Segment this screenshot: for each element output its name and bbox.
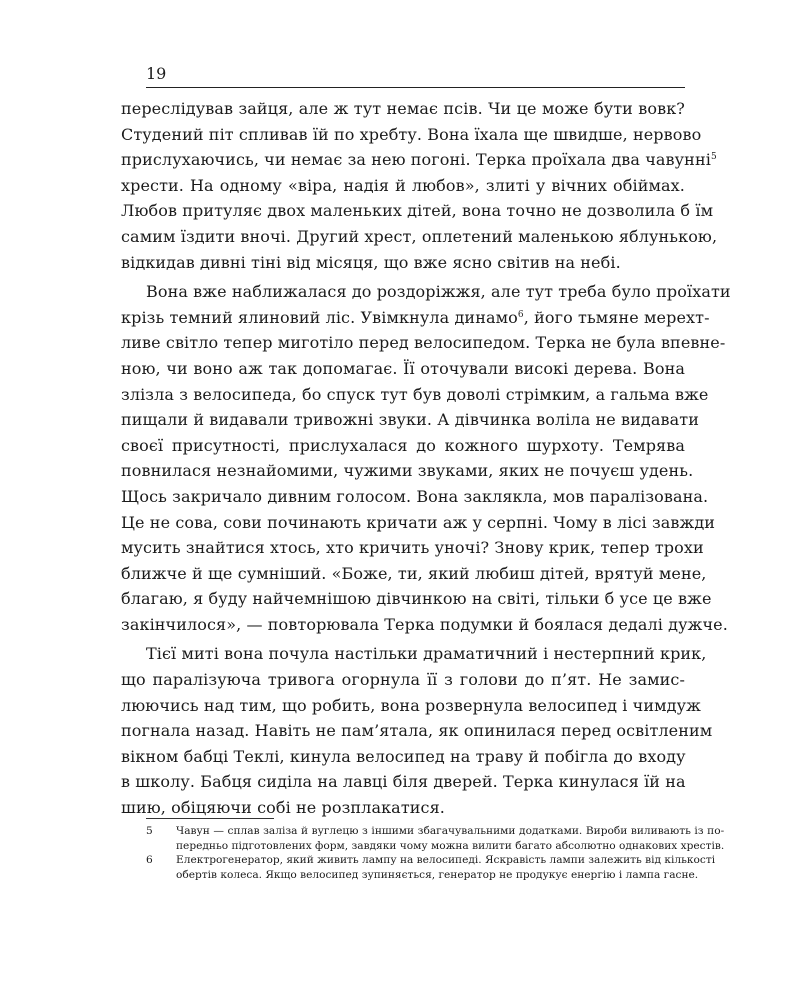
header-rule <box>146 87 685 88</box>
footnote-number: 6 <box>146 854 153 867</box>
footnotes <box>146 824 725 882</box>
text-line: пищали й видавали тривожні звуки. А дівчинка воліла не видавати <box>121 410 699 430</box>
text-line: відкидав дивні тіні від місяця, що вже ясно світив на небі. <box>121 252 621 272</box>
paragraph-1 <box>121 96 718 275</box>
text-line: повнилася незнайомими, чужими звуками, яких не почуєш удень. <box>121 461 694 481</box>
line-text: , його тьмяне мерехт- <box>523 307 710 327</box>
text-line <box>121 305 710 331</box>
footnote-ref-5[interactable]: 5 <box>710 152 717 163</box>
text-line: люючись над тим, що робить, вона розвернула велосипед і чимдуж <box>121 695 701 715</box>
footnote-5 <box>146 824 725 853</box>
text-line: в школу. Бабця сиділа на лавці біля дверей. Терка кинулася їй на <box>121 772 686 792</box>
footnote-line: Електрогенератор, який живить лампу на велосипеді. Яскравість лампи залежить від кількості <box>176 854 716 867</box>
footnote-rule <box>146 818 274 819</box>
text-line: шию, обіцяючи собі не розплакатися. <box>121 798 445 818</box>
paragraph-3 <box>121 641 713 820</box>
line-text: прислухаючись, чи немає за нею погоні. Терка проїхала два чавунні <box>121 150 711 170</box>
text-line: що паралізуюча тривога огорнула її з голови до п’ят. Не замис- <box>121 670 685 690</box>
line-text: крізь темний ялиновий ліс. Увімкнула динамо <box>121 307 518 327</box>
footnote-number: 5 <box>146 825 153 837</box>
text-line: Це не сова, сови починають кричати аж у серпні. Чому в лісі завжди <box>121 512 716 532</box>
text-line: хрести. На одному «віра, надія й любов», злиті у вічних обіймах. <box>121 175 685 195</box>
body-text <box>121 96 731 821</box>
text-line: мусить знайтися хтось, хто кричить уночі? Знову крик, тепер трохи <box>121 538 704 558</box>
footnote-6 <box>146 853 716 882</box>
text-line: благаю, я буду найчемнішою дівчинкою на світі, тільки б усе це вже <box>121 589 712 609</box>
text-line <box>121 147 717 173</box>
footnote-line: обертів колеса. Якщо велосипед зупиняється, генератор не продукує енергію і лампа гасне. <box>176 868 699 881</box>
text-line: Вона вже наближалася до роздоріжжя, але тут треба було проїхати <box>146 282 731 302</box>
text-line: закінчилося», — повторювала Терка подумки й боялася дедалі дужче. <box>121 614 728 634</box>
footnote-text <box>176 853 715 882</box>
paragraph-2 <box>121 279 731 637</box>
footnote-line: Чавун — сплав заліза й вуглецю з іншими збагачувальними додатками. Вироби виливають із по- <box>176 825 725 837</box>
footnote-ref-6[interactable]: 6 <box>517 309 524 320</box>
text-line: ливе світло тепер миготіло перед велосипедом. Терка не була впевне- <box>121 333 726 353</box>
page-number: 19 <box>146 64 167 83</box>
text-line: переслідував зайця, але ж тут немає псів. Чи це може бути вовк? <box>121 99 685 118</box>
footnote-text <box>176 824 724 853</box>
text-line: Любов притуляє двох маленьких дітей, вона точно не дозволила б їм <box>121 201 714 221</box>
text-line: ближче й ще сумніший. «Боже, ти, який любиш дітей, врятуй мене, <box>121 563 707 583</box>
text-line: Щось закричало дивним голосом. Вона заклякла, мов паралізована. <box>121 486 709 506</box>
text-line: самим їздити вночі. Другий хрест, оплетений маленькою яблунькою, <box>121 226 718 246</box>
footnote-line: передньо підготовлених форм, завдяки чому можна вилити багато абсолютно однакових хрестів. <box>176 839 725 852</box>
text-line: злізла з велосипеда, бо спуск тут був доволі стрімким, а гальма вже <box>121 384 709 404</box>
text-line: ною, чи воно аж так допомагає. Її оточували високі дерева. Вона <box>121 358 685 378</box>
text-line: Студений піт спливав їй по хребту. Вона їхала ще швидше, нервово <box>121 124 702 144</box>
text-line: Тієї миті вона почула настільки драматичний і нестерпний крик, <box>146 644 707 664</box>
text-line: своєї присутності, прислухалася до кожного шурхоту. Темрява <box>121 435 685 455</box>
text-line: погнала назад. Навіть не пам’ятала, як опинилася перед освітленим <box>121 721 713 741</box>
text-line: вікном бабці Теклі, кинула велосипед на траву й побігла до входу <box>121 746 686 766</box>
